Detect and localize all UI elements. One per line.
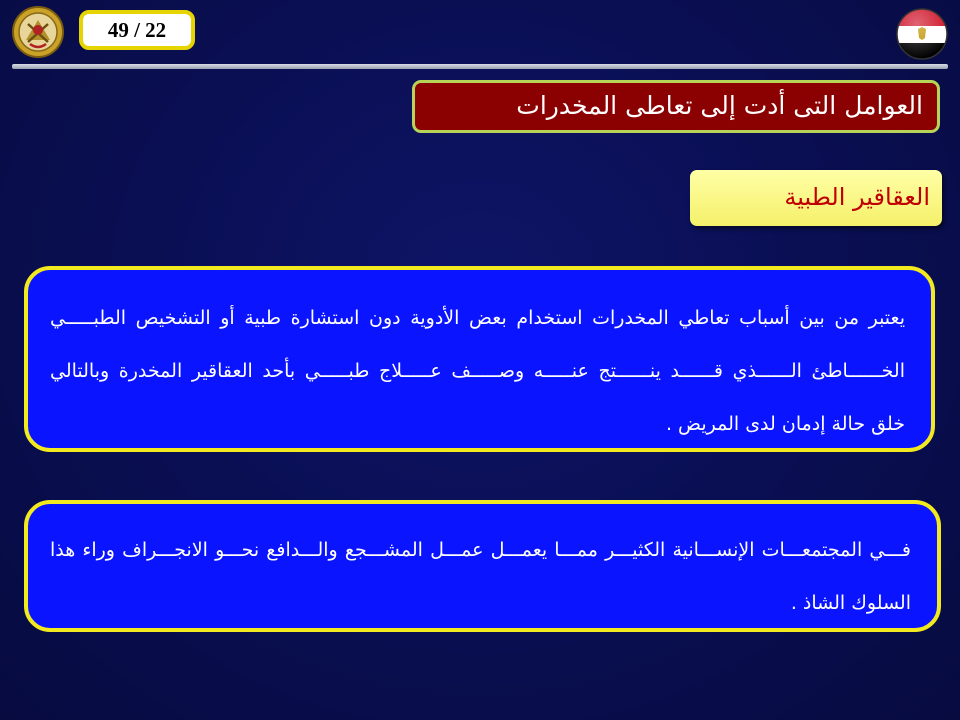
text-panel-medical-drugs [24,266,935,452]
slide-title: العوامل التى أدت إلى تعاطى المخدرات [412,80,940,133]
text-panel-society [24,500,941,632]
paragraph-society: فـــي المجتمعـــات الإنســـانية الكثيـــر ممـــا يعمـــل عمـــل المشـــجع والـــدافع نحـــو الانجـــراف وراء هذا السلوك الشاذ . [50,539,911,614]
military-emblem-icon [12,6,64,58]
section-subtitle: العقاقير الطبية [690,170,942,226]
header-divider [12,64,948,69]
paragraph-medical-drugs: يعتبر من بين أسباب تعاطي المخدرات استخدام بعض الأدوية دون استشارة طبية أو التشخيص الطبـــــي الخــــــاطئ الــــــذي قــــــد ينــــــتج عنـــــه وصـــــف عـــــلاج طبـــــي بأحد العقاقير المخدرة وبالتالي خلق حالة إدمان لدى المريض . [50,307,905,435]
page-counter: 49 / 22 [79,10,195,50]
egypt-flag-icon [896,8,948,60]
